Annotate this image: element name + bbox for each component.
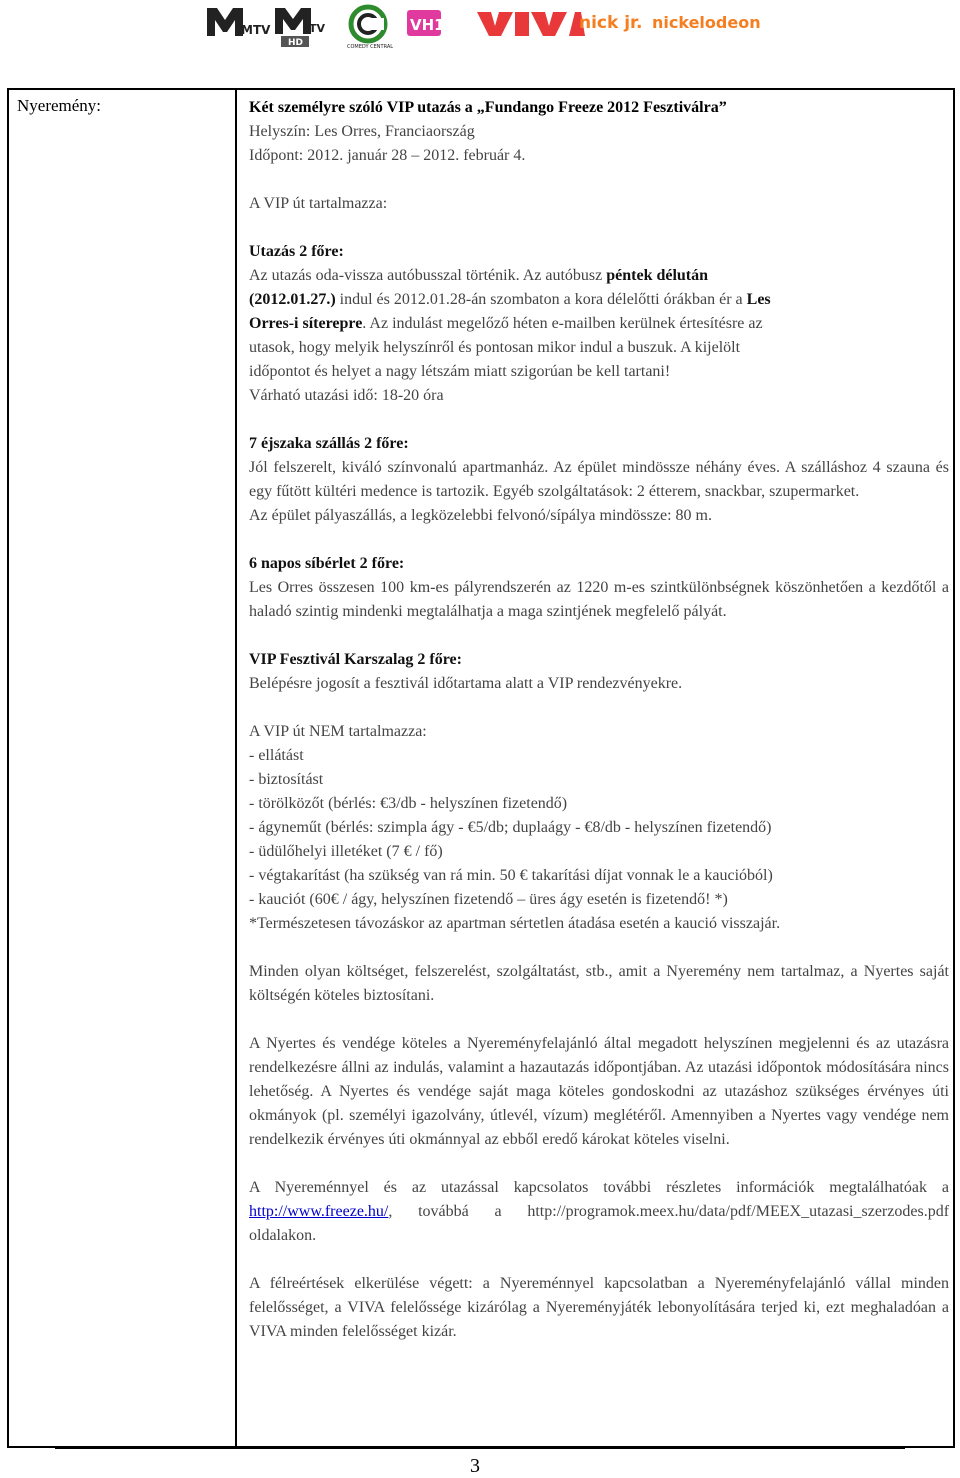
travel-line-1: Az utazás oda-vissza autóbusszal történik. Az autóbusz péntek délután: [249, 267, 709, 284]
exclusion-item: - ellátást: [249, 747, 304, 764]
svg-text:VH1: VH1: [410, 16, 445, 34]
vh1-logo: [405, 4, 443, 40]
exclusion-item: - ágyneműt (bérlés: szimpla ágy - €5/db; duplaágy - €8/db - helyszínen fizetendő): [249, 819, 772, 836]
nickelodeon-logo: [652, 4, 767, 34]
ski-pass-text: Les Orres összesen 100 km-es pályrendszerén az 1220 m-es szintkülönbségnek köszönhetően a kezdőtől a haladó szintig mindenki megtalálhatja a maga szintjének megfelelő pályát.: [249, 579, 949, 620]
accommodation-heading: 7 éjszaka szállás 2 főre:: [249, 435, 409, 452]
costs-paragraph: Minden olyan költséget, felszerelést, szolgáltatást, stb., amit a Nyeremény nem tartalmaz, a Nyertes saját költségén köteles biztosítani.: [249, 963, 949, 1004]
svg-text:nickelodeon: nickelodeon: [652, 13, 761, 32]
mtv-logo: [205, 4, 271, 38]
travel-line-2: (2012.01.27.) indul és 2012.01.28-án szombaton a kora délelőtti órákban ér a Les: [249, 291, 771, 308]
travel-line-5: időpontot és helyet a nagy létszám miatt szigorúan be kell tartani!: [249, 363, 671, 380]
comedy-central-logo: [345, 4, 394, 50]
exclusion-item: - üdülőhelyi illetéket (7 € / fő): [249, 843, 443, 860]
vip-includes-heading: A VIP út tartalmazza:: [249, 195, 388, 212]
page-number: 3: [470, 1455, 480, 1477]
disclaimer-paragraph: A félreértések elkerülése végett: a Nyereménnyel kapcsolatban a Nyereményfelajánló vállal minden felelősséget, a VIVA felelőssége kizárólag a Nyereményjáték lebonyolítására terjed ki, ezt meghaladóan a VIVA minden felelősséget kizár.: [249, 1275, 949, 1340]
info-paragraph: A Nyereménnyel és az utazással kapcsolatos további részletes információk megtalálhatóak a http://www.freeze.hu/, továbbá a http://programok.meex.hu/data/pdf/MEEX_utazasi_szerzodes.pdf oldalakon.: [249, 1179, 950, 1244]
svg-text:HD: HD: [288, 38, 304, 48]
vip-wristband-heading: VIP Fesztivál Karszalag 2 főre:: [249, 651, 462, 668]
exclusion-item: - végtakarítást (ha szükség van rá min. 50 € takarítási díjat vonnak le a kaucióból): [249, 867, 773, 884]
location: Helyszín: Les Orres, Franciaország: [249, 123, 475, 140]
travel-heading: Utazás 2 főre:: [249, 243, 344, 260]
svg-text:nick jr.: nick jr.: [579, 13, 643, 33]
column-divider: [235, 90, 237, 1446]
svg-text:TV: TV: [309, 22, 326, 35]
freeze-link[interactable]: http://www.freeze.hu/: [249, 1203, 389, 1220]
svg-text:COMEDY CENTRAL: COMEDY CENTRAL: [347, 44, 394, 50]
prize-table: [7, 88, 955, 1448]
mtv-hd-logo: [273, 4, 329, 48]
vip-wristband-text: Belépésre jogosít a fesztivál időtartama alatt a VIP rendezvényekre.: [249, 675, 683, 692]
deposit-note: *Természetesen távozáskor az apartman sértetlen átadása esetén a kaució visszajár.: [249, 915, 781, 932]
footer-rule: [55, 1448, 905, 1449]
travel-duration: Várható utazási idő: 18-20 óra: [249, 387, 444, 404]
viva-logo: [475, 4, 585, 38]
accommodation-text: Jól felszerelt, kiváló színvonalú apartmanház. Az épület mindössze néhány éves. A szálláshoz 4 szauna és egy fűtött kültéri medence is tartozik. Egyéb szolgáltatások: 2 étterem, snackbar, szupermarket.: [249, 459, 949, 500]
date: Időpont: 2012. január 28 – 2012. február 4.: [249, 147, 526, 164]
travel-line-3: Orres-i síterepre. Az indulást megelőző héten e-mailben kerülnek értesítésre az: [249, 315, 763, 332]
accommodation-distance: Az épület pályaszállás, a legközelebbi felvonó/sípálya mindössze: 80 m.: [249, 507, 712, 524]
mtv-logo-text: MTV: [241, 23, 271, 37]
exclusion-item: - kauciót (60€ / ágy, helyszínen fizetendő – üres ágy esetén is fizetendő! *): [249, 891, 728, 908]
obligations-paragraph: A Nyertes és vendége köteles a Nyereményfelajánló által megadott helyszínen megjelenni és az utazásra rendelkezésre állni az indulás, valamint a hazautazás időpontjában. Az utazási időpontok módosítására nincs lehetőség. A Nyertes és vendége saját maga köteles gondoskodni az utazáshoz szükséges érvényes úti okmányok (pl. személyi igazolvány, útlevél, vízum) meglétéről. Amennyiben a Nyertes vagy vendége nem rendelkezik érvényes úti okmánnyal az ebből eredő károkat köteles viselni.: [249, 1035, 949, 1148]
prize-label: Nyeremény:: [17, 96, 102, 115]
nick-jr-logo: [579, 4, 647, 34]
travel-line-4: utasok, hogy melyik helyszínről és pontosan mikor indul a buszuk. A kijelölt: [249, 339, 741, 356]
exclusions-heading: A VIP út NEM tartalmazza:: [249, 723, 427, 740]
exclusion-item: - törölközőt (bérlés: €3/db - helyszínen fizetendő): [249, 795, 568, 812]
prize-title: Két személyre szóló VIP utazás a „Fundango Freeze 2012 Fesztiválra”: [249, 99, 727, 116]
exclusion-item: - biztosítást: [249, 771, 324, 788]
ski-pass-heading: 6 napos síbérlet 2 főre:: [249, 555, 405, 572]
prize-content: [249, 96, 949, 1344]
logo-bar: [205, 4, 765, 50]
